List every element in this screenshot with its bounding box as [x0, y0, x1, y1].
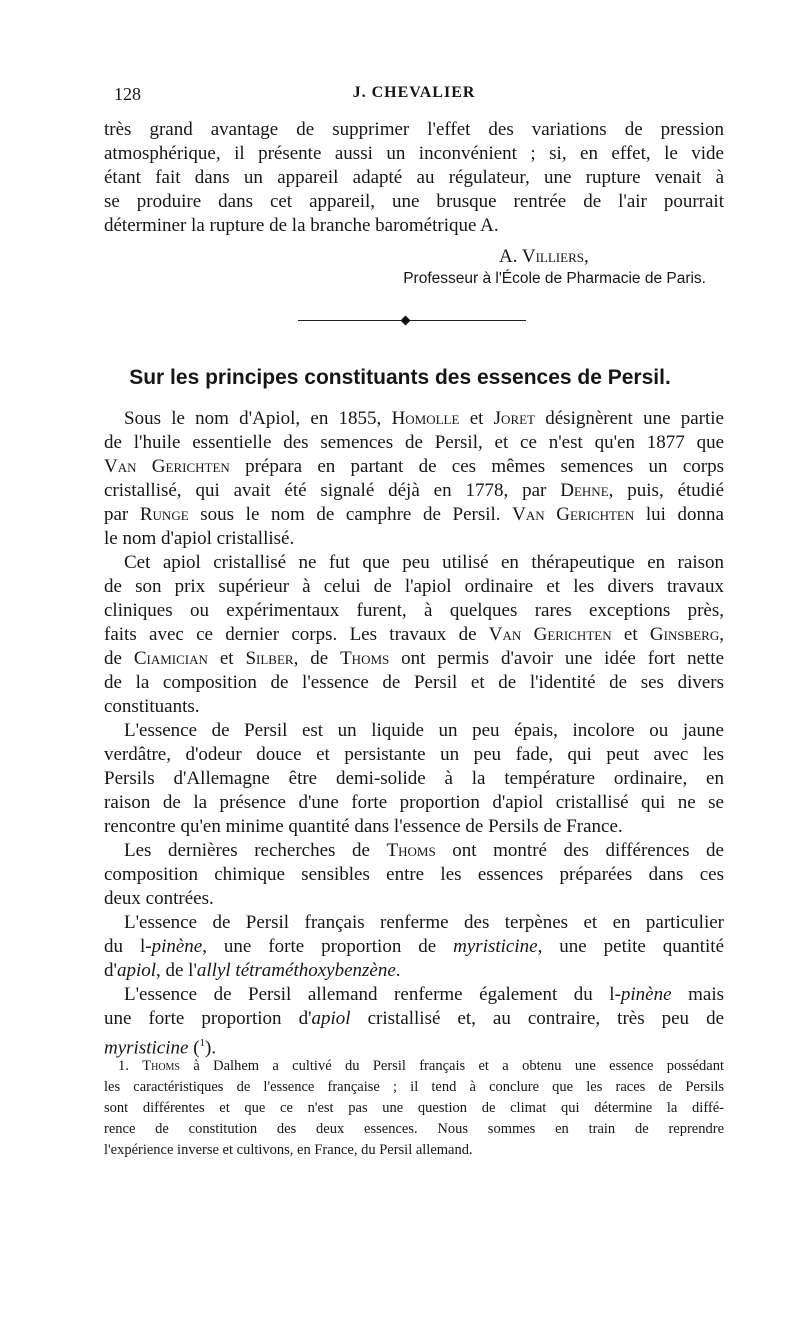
text-line: rencontre qu'en minime quantité dans l'essence de Persils de France. — [104, 816, 623, 837]
text-line: Cet apiol cristallisé ne fut que peu utilisé en thérapeutique en raison — [124, 552, 724, 573]
text-line: raison de la présence d'une forte proportion d'apiol cristallisé qui ne se — [104, 792, 724, 813]
divider-rule-left — [298, 320, 402, 321]
author-name: Thoms — [142, 1058, 180, 1074]
author-name: Homolle — [391, 408, 460, 429]
footnote-reference[interactable]: 1 — [199, 1037, 206, 1049]
text-line: composition chimique sensibles entre les essences préparées dans ces — [104, 864, 724, 885]
text-line: Les dernières recherches de Thoms ont montré des différences de — [124, 840, 724, 861]
running-head — [104, 84, 724, 108]
author-name: Dehne — [560, 480, 609, 501]
text-line: de l'huile essentielle des semences de Persil, et ce n'est qu'en 1877 que — [104, 432, 724, 453]
paragraph-thoms-research — [104, 839, 724, 911]
author-name: Ciamician — [133, 648, 208, 669]
text-line: faits avec ce dernier corps. Les travaux de Van Gerichten et Ginsberg, — [104, 624, 724, 645]
text-line: du l-pinène, une forte proportion de myristicine, une petite quantité — [104, 936, 724, 957]
text-line: deux contrées. — [104, 888, 214, 909]
text-line: myristicine ($^1$). — [104, 1037, 217, 1059]
compound-name: apiol — [311, 1008, 351, 1029]
text-line: déterminer la rupture de la branche barométrique A. — [104, 215, 499, 236]
text-line: d'apiol, de l'allyl tétraméthoxybenzène. — [104, 960, 401, 981]
author-name: Ginsberg — [649, 624, 720, 645]
author-name: Van Gerichten — [104, 456, 230, 477]
compound-name: myristicine — [453, 936, 538, 957]
running-title: J. CHEVALIER — [352, 84, 476, 101]
paragraph-german-essence — [104, 983, 724, 1060]
footnote-line: les caractéristiques de l'essence française ; il tend à conclure que les races de Persils — [104, 1079, 724, 1095]
author-name: Joret — [493, 408, 535, 429]
compound-name: pinène — [151, 936, 203, 957]
text-line: Van Gerichten prépara en partant de ces mêmes semences un corps — [104, 456, 724, 477]
text-line: par Runge sous le nom de camphre de Persil. Van Gerichten lui donna — [104, 504, 724, 525]
divider-rule-right — [410, 320, 526, 321]
text-line: atmosphérique, il présente aussi un inconvénient ; si, en effet, le vide — [104, 143, 724, 164]
compound-name: myristicine — [104, 1037, 189, 1059]
paragraph-french-essence — [104, 911, 724, 983]
paragraph-essence-description — [104, 719, 724, 839]
text-line: Sous le nom d'Apiol, en 1855, Homolle et Joret désignèrent une partie — [124, 408, 724, 429]
intro-paragraph — [104, 118, 724, 238]
text-line: cristallisé, qui avait été signalé déjà en 1778, par Dehne, puis, étudié — [104, 480, 724, 501]
text-line: L'essence de Persil allemand renferme également du l-pinène mais — [124, 984, 724, 1005]
author-name: Van Gerichten — [512, 504, 635, 525]
text-line: de son prix supérieur à celui de l'apiol ordinaire et les divers travaux — [104, 576, 724, 597]
author-name: Thoms — [340, 648, 390, 669]
paragraph-crystallized-apiol — [104, 551, 724, 719]
page-number: 128 — [114, 84, 141, 104]
compound-name: pinène — [620, 984, 672, 1005]
text-line: Persils d'Allemagne être demi-solide à la température ordinaire, en — [104, 768, 724, 789]
footnote-line: sont différentes et que ce n'est pas une question de climat qui détermine la diffé- — [104, 1100, 724, 1116]
text-line: étant fait dans un appareil adapté au régulateur, une rupture venait à — [104, 167, 724, 188]
text-line: cliniques ou expérimentaux furent, à quelques rares exceptions près, — [104, 600, 724, 621]
text-line: constituants. — [104, 696, 200, 717]
footnote-line: l'expérience inverse et cultivons, en France, du Persil allemand. — [104, 1142, 473, 1158]
footnote-line: rence de constitution des deux essences. Nous sommes en train de reprendre — [104, 1121, 724, 1137]
footnote — [104, 1056, 724, 1161]
text-line: verdâtre, d'odeur douce et persistante un peu fade, qui peut avec les — [104, 744, 724, 765]
author-name: A. Villiers, — [499, 246, 589, 267]
text-line: le nom d'apiol cristallisé. — [104, 528, 295, 549]
author-name: Silber — [245, 648, 294, 669]
section-title: Sur les principes constituants des essences de Persil. — [129, 366, 671, 389]
paragraph-apiol-history — [104, 407, 724, 551]
text-line: de Ciamician et Silber, de Thoms ont permis d'avoir une idée fort nette — [104, 648, 725, 669]
author-name: Thoms — [386, 840, 436, 861]
footnote-line: 1. Thoms à Dalhem a cultivé du Persil français et a obtenu une essence possédant — [118, 1058, 724, 1074]
text-line: se produire dans cet appareil, une brusque rentrée de l'air pourrait — [104, 191, 724, 212]
text-line: une forte proportion d'apiol cristallisé et, au contraire, très peu de — [104, 1008, 725, 1029]
text-line: L'essence de Persil est un liquide un peu épais, incolore ou jaune — [124, 720, 724, 741]
text-line: de la composition de l'essence de Persil et de l'identité de ses divers — [104, 672, 724, 693]
text-line: L'essence de Persil français renferme des terpènes et en particulier — [124, 912, 724, 933]
author-name: Van Gerichten — [488, 624, 612, 645]
author-title: Professeur à l'École de Pharmacie de Paris. — [403, 270, 706, 287]
section-divider — [298, 318, 526, 324]
text-line: très grand avantage de supprimer l'effet des variations de pression — [104, 119, 724, 140]
divider-diamond-ornament — [401, 316, 411, 326]
compound-name: apiol — [116, 960, 156, 981]
compound-name: allyl tétraméthoxybenzène — [196, 960, 396, 981]
author-name: Runge — [139, 504, 189, 525]
